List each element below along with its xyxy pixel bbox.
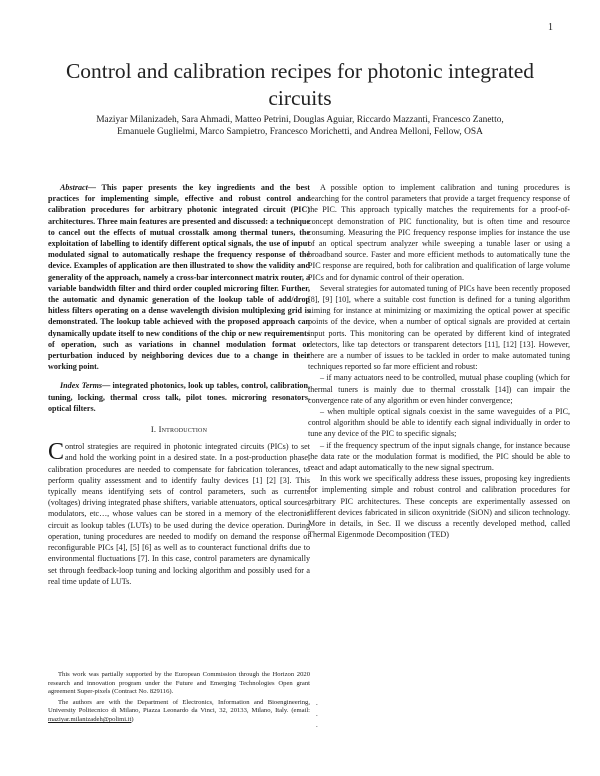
- abstract-label: Abstract: [60, 183, 88, 192]
- section-title: Introduction: [158, 424, 208, 435]
- email-link[interactable]: maziyar.milanizadeh@polimi.it: [48, 715, 132, 723]
- right-paragraph-3: In this work we specifically address these issues, proposing key ingredients for implementing simple and robust control and calibration procedures for arbitrary PIC architectures. These concepts are experimentally assessed on different devices fabricated in silicon oxynitride (SiON) and silicon technology. More in details, in Sec. II we discuss a recently developed method, called Thermal Eigenmode Decomposition (TED): [308, 474, 570, 540]
- section-number: I.: [150, 424, 157, 435]
- footer-dot: .: [316, 710, 318, 718]
- right-paragraph-1: A possible option to implement calibration and tuning procedures is searching for the control parameters that provide a target frequency response of the PIC. This approach typically matches the requirements for a proof-of-concept demonstration of PIC functionality, but is often time and resource consuming. Measuring the PIC frequency response implies for instance the use of an optical spectrum analyzer while sweeping a tunable laser or using a broadband source. Faster and more efficient methods to automatically tune the PIC response are required, both for calibration and qualification of large volume PICs and for dynamic control of their operation.: [308, 183, 570, 282]
- abstract-text: — This paper presents the key ingredients and the best practices for implementing simple, effective and robust control and calibration procedures for arbitrary photonic integrated circuit (PIC) architectures. Three main features are presented and discussed: a technique to cancel out the effects of mutual crosstalk among thermal tuners, the exploitation of labelling to identify different optical signals, the use of input modulated signal to automatically reshape the frequency response of the device. Examples of application are then illustrated to show the validity and generality of the approach, namely a cross-bar interconnect matrix router, a variable bandwidth filter and third order coupled microring filter. Further, the automatic and dynamic generation of the lookup table of add/drop hitless filters operating on a dense wavelength division multiplexing grid is demonstrated. The lookup table achieved with the proposed approach can dynamically update itself to new conditions of the chip or new requirements of operation, such as variations in channel modulation format or perturbation induced by neighboring devices due to a change in their working point.: [48, 183, 310, 372]
- page-number: 1: [548, 22, 553, 33]
- intro-text: ontrol strategies are required in photonic integrated circuits (PICs) to set and hold the working point in a desired state. In a post-production phase, calibration procedures are needed to compensate for fabrication tolerances, to perform quality assessment and to identify faulty devices [1] [2] [3]. This typically means identifying sets of control parameters, such as currents (voltages) driving integrated phase shifters, variable attenuators, optical sources, modulators, etc…, whose values can be stored in a memory of the electronic circuit as lookup tables (LUTs) to be used during the device operation. During operation, tuning procedures are needed to modify on demand the response of reconfigurable PICs [4], [5] [6] as well as to counteract functional drifts due to environmental fluctuations [7]. In this case, control parameters are dynamically set through feedback-loop tuning and locking algorithm and possibly used for a real time update of LUTs.: [48, 442, 310, 586]
- right-paragraph-2: Several strategies for automated tuning of PICs have been recently proposed [8], [9] [10], where a suitable cost function is defined for a tuning algorithm aiming for instance at minimizing or maximizing the optical power at specific points of the device, when a number of optical signals are provided at certain input ports. This monitoring can be operated by different kind of integrated detectors, like tap detectors or transparent detectors [11], [12] [13]. However, there are a number of issues to be tackled in order to make automated tuning techniques reported so far more efficient and robust:: [308, 283, 570, 372]
- intro-paragraph: [48, 441, 310, 587]
- footnote: [48, 671, 310, 727]
- index-terms-label: Index Terms: [60, 381, 103, 391]
- list-item-crosstalk: – if many actuators need to be controlled, mutual phase coupling (which for thermal tuners is mainly due to thermal crosstalk [14]) can impair the convergence rate of any algorithm or even hinder convergence;: [308, 373, 570, 405]
- paper-title: Control and calibration recipes for photonic integrated circuits: [65, 59, 535, 110]
- affiliation-closing: ): [131, 715, 134, 723]
- affiliation-text: The authors are with the Department of Electronics, Information and Bioengineering, University Politecnico di Milano, Piazza Leonardo da Vinci, 32, 20133, Milano, Italy. (email:: [48, 698, 310, 715]
- right-column: [308, 182, 570, 541]
- affiliation-note: [48, 699, 310, 725]
- footer-dots: [316, 698, 318, 731]
- author-list: Maziyar Milanizadeh, Sara Ahmadi, Matteo Petrini, Douglas Aguiar, Riccardo Mazzanti, Francesco Zanetto, Emanuele Guglielmi, Marco Sampietro, Francesco Morichetti, and Andrea Melloni, Fellow, OSA: [96, 115, 504, 137]
- footer-dot: .: [316, 721, 318, 729]
- list-item-spectrum: – if the frequency spectrum of the input signals change, for instance because the data rate or the modulation format is modified, the PIC should be able to react and adapt automatically to the new signal spectrum.: [308, 440, 570, 473]
- drop-cap: C: [48, 439, 65, 466]
- section-heading: [48, 424, 310, 435]
- funding-note: This work was partially supported by the European Commission through the Horizon 2020 research and innovation program under the Future and Emerging Technologies Open grant agreement Super-pixels (Contract No. 829116).: [48, 671, 310, 696]
- left-column: [48, 182, 310, 587]
- index-terms-text: — integrated photonics, look up tables, control, calibration, tuning, locking, thermal cross talk, pilot tones. microring resonators, optical filters.: [48, 381, 311, 413]
- footer-dot: .: [316, 699, 318, 707]
- index-terms: [48, 380, 310, 414]
- list-item-signals: – when multiple optical signals coexist in the same waveguides of a PIC, control algorithm should be able to identify each signal individually in order to tune any device of the PIC to specific signals;: [308, 407, 570, 439]
- abstract: [48, 182, 310, 372]
